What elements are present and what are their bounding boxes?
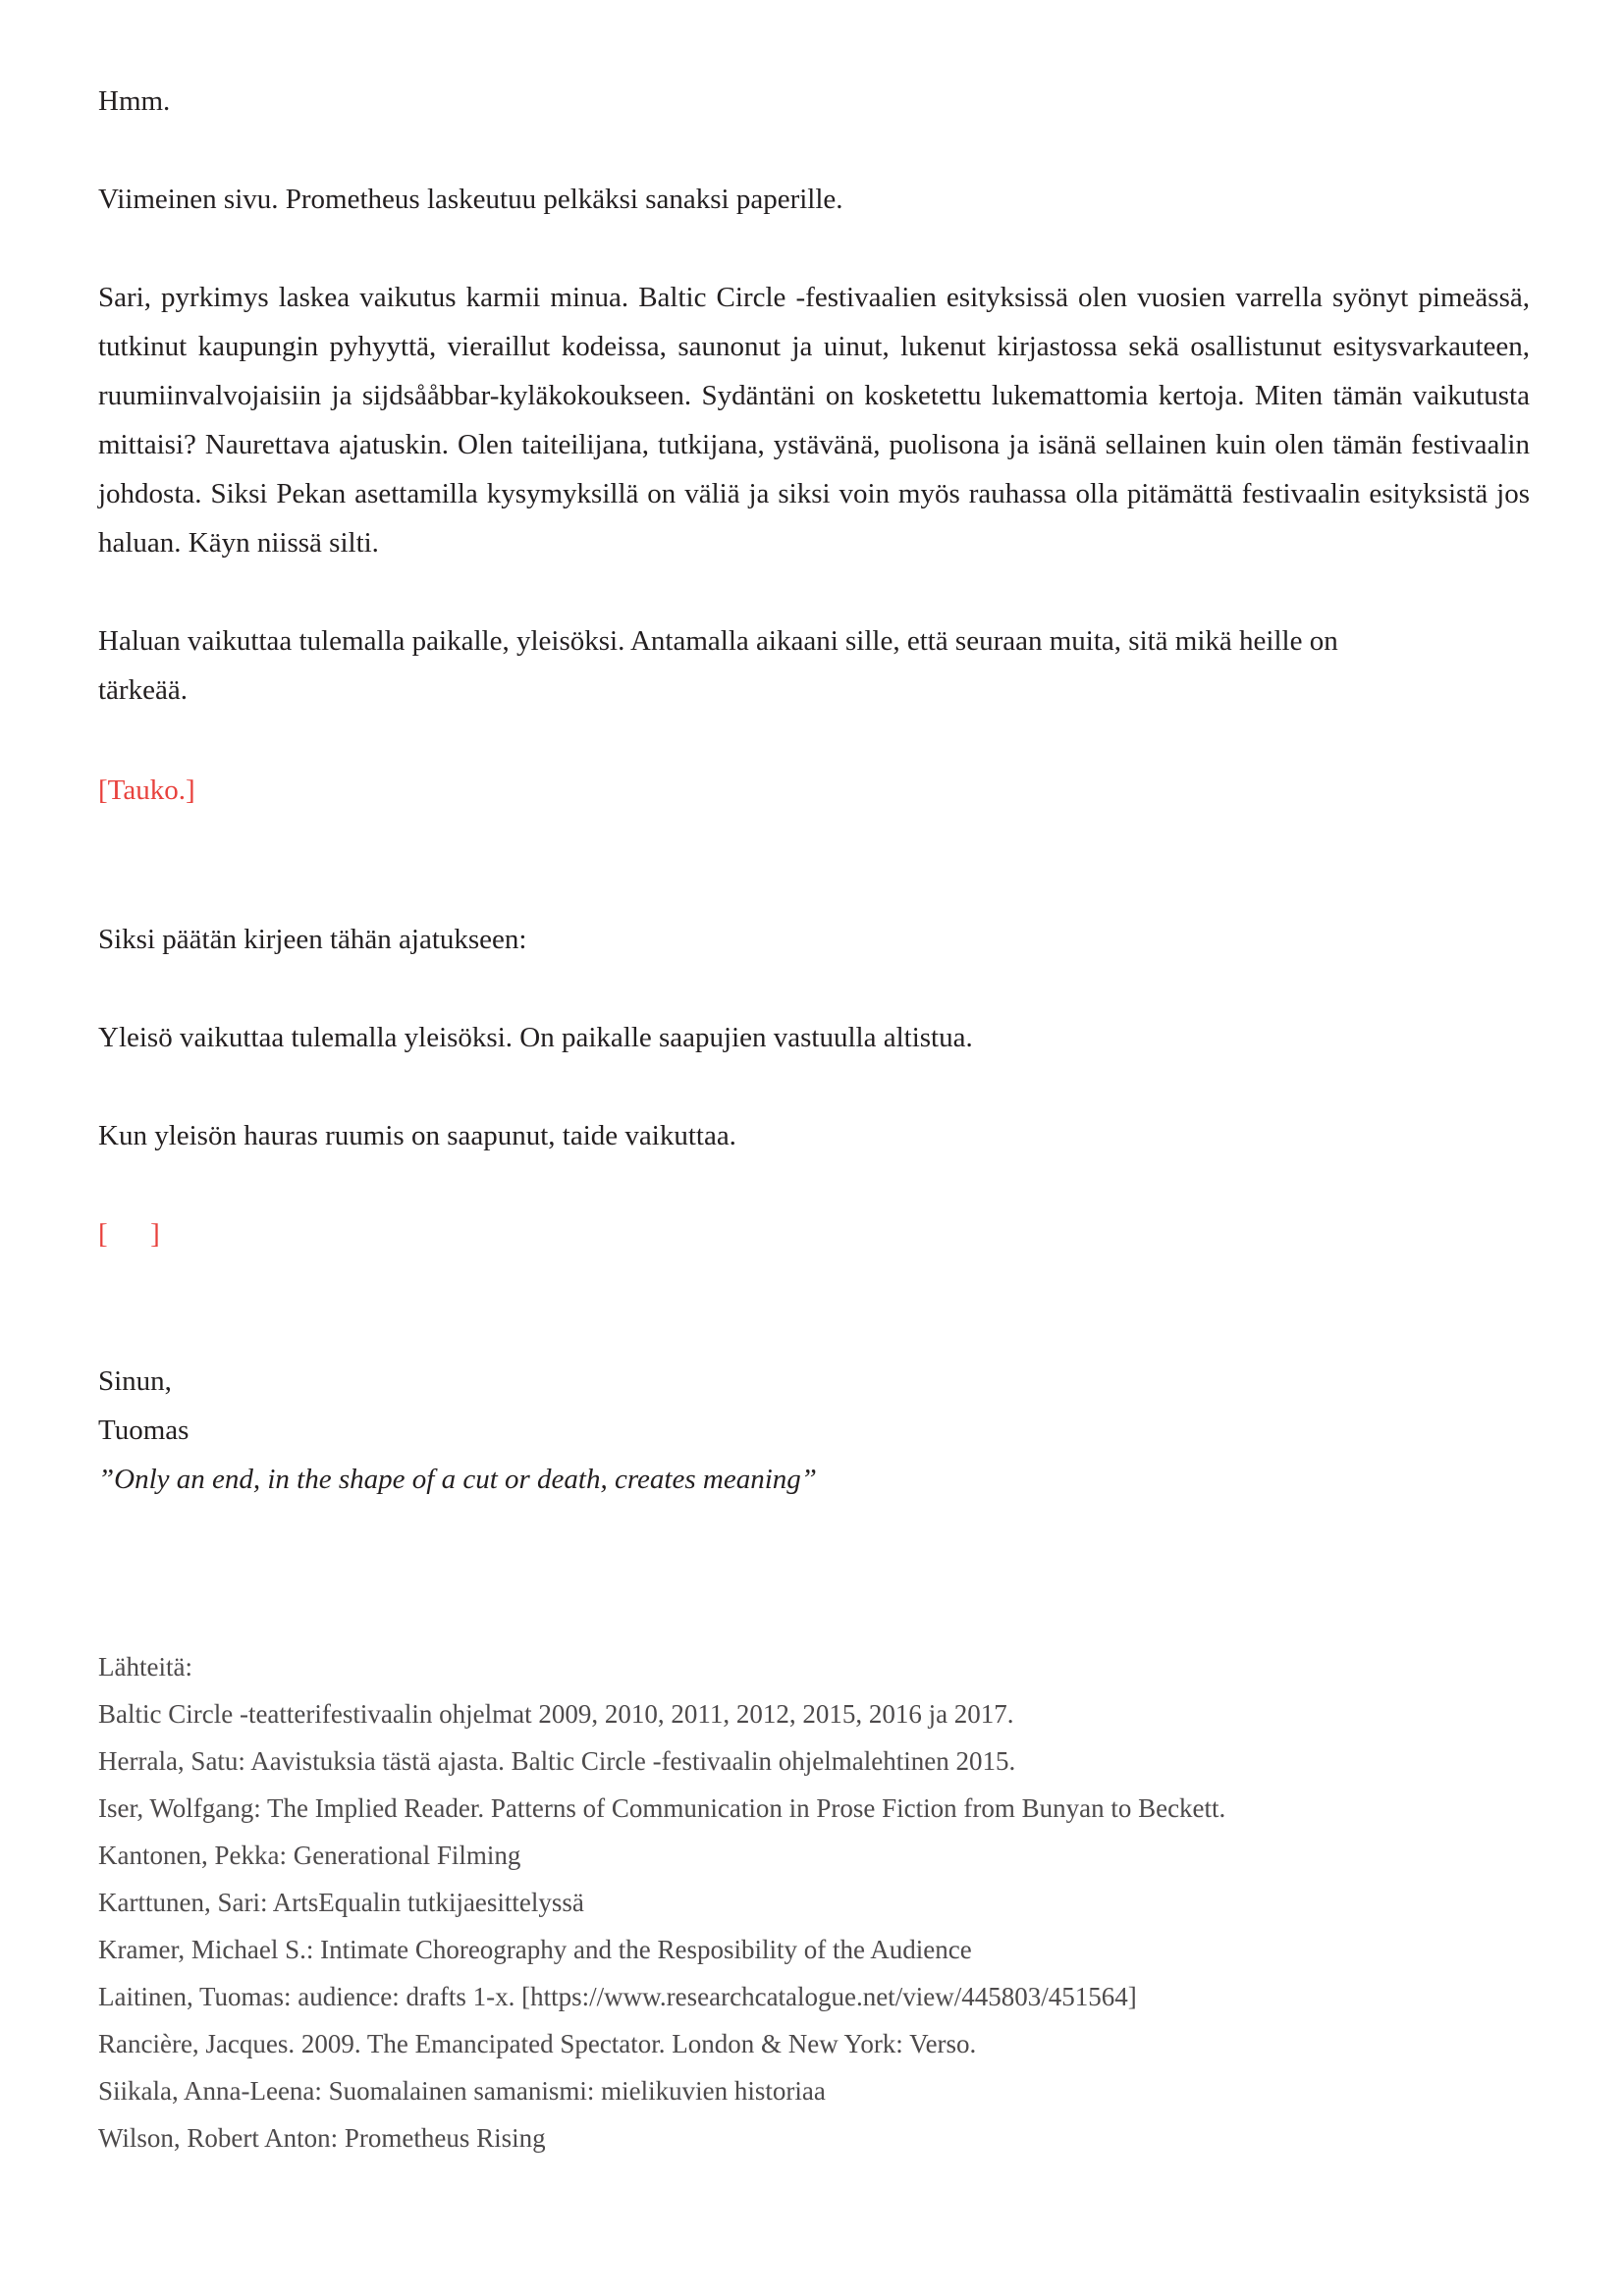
paragraph-haluan: Haluan vaikuttaa tulemalla paikalle, yleisöksi. Antamalla aikaani sille, että seuraan muita, sitä mikä heille on tärkeää. — [98, 625, 1338, 706]
source-item: Herrala, Satu: Aavistuksia tästä ajasta. Baltic Circle -festivaalin ohjelmalehtinen 2015. — [98, 1746, 1016, 1776]
paragraph-viimeinen: Viimeinen sivu. Prometheus laskeutuu pelkäksi sanaksi paperille. — [98, 184, 843, 215]
source-item: Siikala, Anna-Leena: Suomalainen samanismi: mielikuvien historiaa — [98, 2076, 826, 2106]
signature-block — [98, 1357, 1530, 1504]
source-item: Rancière, Jacques. 2009. The Emancipated Spectator. London & New York: Verso. — [98, 2029, 977, 2058]
sources-section — [98, 1643, 1530, 2162]
source-item: Karttunen, Sari: ArtsEqualin tutkijaesittelyssä — [98, 1888, 584, 1917]
sources-heading: Lähteitä: — [98, 1652, 192, 1682]
signature-name: Tuomas — [98, 1415, 189, 1446]
source-item: Kantonen, Pekka: Generational Filming — [98, 1841, 521, 1870]
closing-quote: ”Only an end, in the shape of a cut or death, creates meaning” — [98, 1464, 817, 1495]
paragraph-sari: Sari, pyrkimys laskea vaikutus karmii minua. Baltic Circle -festivaalien esityksissä olen vuosien varrella syönyt pimeässä, tutkinut kaupungin pyhyyttä, vieraillut kodeissa, saunonut ja uinut, lukenut kirjastossa sekä osallistunut esitysvarkauteen, ruumiinvalvojaisiin ja sijdsååbbar-kyläkokoukseen. Sydäntäni on kosketettu lukemattomia kertoja. Miten tämän vaikutusta mittaisi? Naurettava ajatuskin. Olen taiteilijana, tutkijana, ystävänä, puolisona ja isänä sellainen kuin olen tämän festivaalin johdosta. Siksi Pekan asettamilla kysymyksillä on väliä ja siksi voin myös rauhassa olla pitämättä festivaalin esityksistä jos haluan. Käyn niissä silti. — [98, 282, 1530, 559]
source-item: Iser, Wolfgang: The Implied Reader. Patterns of Communication in Prose Fiction from Bunyan to Beckett. — [98, 1793, 1226, 1823]
source-item: Kramer, Michael S.: Intimate Choreography and the Resposibility of the Audience — [98, 1935, 972, 1964]
paragraph-siksi: Siksi päätän kirjeen tähän ajatukseen: — [98, 924, 527, 955]
signature-salutation: Sinun, — [98, 1365, 172, 1397]
pause-marker-tauko: [Tauko.] — [98, 774, 195, 806]
source-item: Laitinen, Tuomas: audience: drafts 1-x. [https://www.researchcatalogue.net/view/445803/451564] — [98, 1982, 1137, 2011]
source-item: Wilson, Robert Anton: Prometheus Rising — [98, 2123, 546, 2153]
paragraph-hmm: Hmm. — [98, 85, 171, 117]
paragraph-kun: Kun yleisön hauras ruumis on saapunut, taide vaikuttaa. — [98, 1120, 736, 1151]
pause-marker-empty: [ ] — [98, 1218, 160, 1250]
source-item: Baltic Circle -teatterifestivaalin ohjelmat 2009, 2010, 2011, 2012, 2015, 2016 ja 2017. — [98, 1699, 1014, 1729]
paragraph-yleiso: Yleisö vaikuttaa tulemalla yleisöksi. On paikalle saapujien vastuulla altistua. — [98, 1022, 973, 1053]
